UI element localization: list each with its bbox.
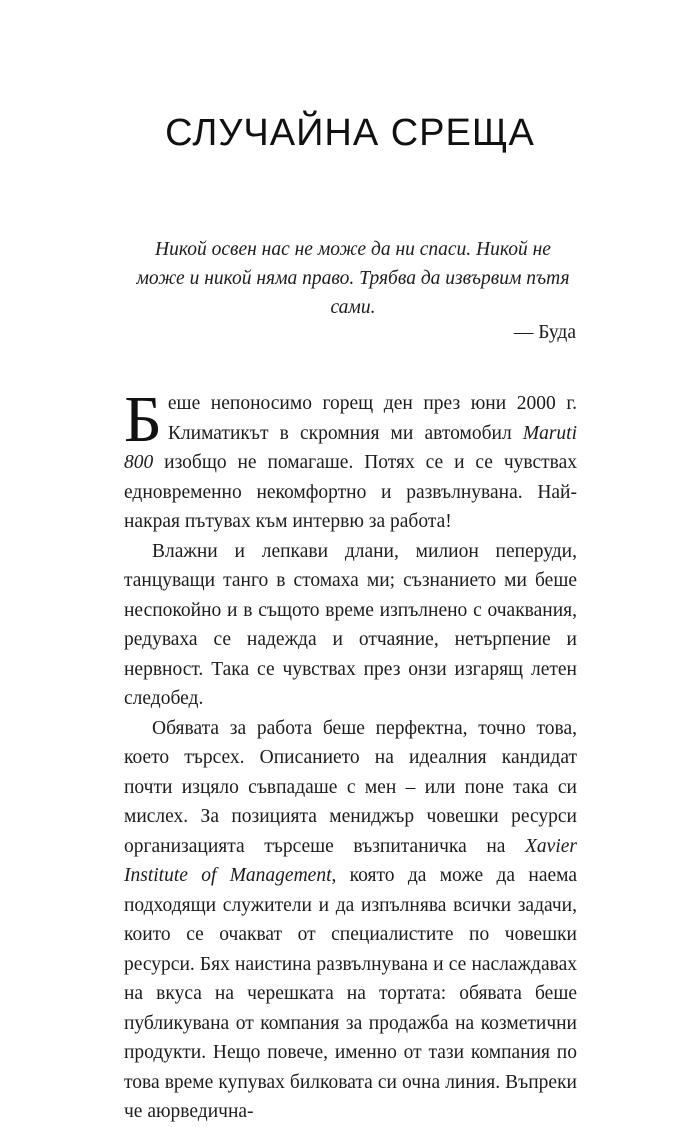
institute-name: Xavier Institute of Management (124, 835, 577, 886)
paragraph-3 (124, 714, 577, 1127)
drop-cap: Б (124, 383, 162, 456)
paragraph-3-text-a: Обявата за работа беше перфектна, точно това, което търсех. Описанието на идеалния кандидат почти изцяло съвпадаше с мен – или поне така си мислех. За позицията мениджър човешки ресурси организацията търсеше възпитаничка на (124, 717, 577, 857)
paragraph-2: Влажни и лепкави длани, милион пеперуди, танцуващи танго в стомаха ми; съзнанието ми беше неспокойно и в същото време изпълнено с очаквания, редуваха се надежда и отчаяние, нетърпение и нервност. Така се чувствах през онзи изгарящ летен следобед. (124, 540, 577, 709)
paragraph-3-text-b: , която да може да наема подходящи служители и да изпълнява всички задачи, които се очакват от специалистите по човешки ресурси. Бях наистина развълнувана и се наслаждавах на вкуса на черешката на тортата: обявата беше публикувана от компания за продажба на козметични продукти. Нещо повече, именно от тази компания по това време купувах билковата си очна линия. Въпреки че аюрведична- (124, 865, 577, 1122)
chapter-body (124, 383, 577, 1127)
epigraph-quote: Никой освен нас не може да ни спаси. Никой не може и никой няма право. Трябва да извървим пътя сами. (136, 239, 570, 318)
paragraph-1-text-b: изобщо не помагаше. Потях се и се чувствах едновременно некомфортно и развълнувана. Най-накрая пътувах към интервю за работа! (124, 452, 577, 532)
chapter-title: СЛУЧАЙНА СРЕЩА (165, 112, 535, 154)
paragraph-1 (124, 383, 577, 537)
paragraph-1-text-a: еше непоносимо горещ ден през юни 2000 г. Климатикът в скромния ми автомобил (167, 393, 577, 444)
car-model: Maruti 800 (124, 422, 577, 473)
epigraph-author: — Буда (513, 322, 576, 343)
